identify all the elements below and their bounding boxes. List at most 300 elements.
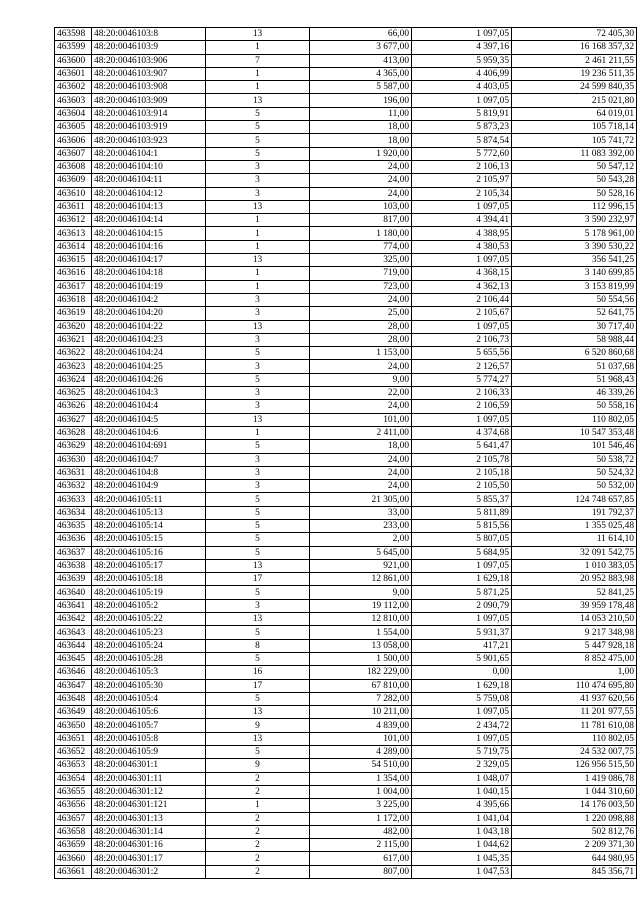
rate-cell: 1 097,05 <box>412 200 512 213</box>
value-cell: 19 236 511,35 <box>512 67 637 80</box>
group-code-cell: 13 <box>206 413 310 426</box>
cadastral-number-cell: 48:20:0046104:7 <box>92 453 206 466</box>
rate-cell: 1 097,05 <box>412 413 512 426</box>
value-cell: 644 980,95 <box>512 852 637 865</box>
table-row <box>55 347 637 360</box>
area-cell: 2 411,00 <box>310 426 412 439</box>
table-row <box>55 267 637 280</box>
value-cell: 2 461 211,55 <box>512 54 637 67</box>
value-cell: 3 153 819,99 <box>512 280 637 293</box>
row-id-cell: 463609 <box>55 174 92 187</box>
area-cell: 24,00 <box>310 187 412 200</box>
rate-cell: 2 105,50 <box>412 480 512 493</box>
group-code-cell: 5 <box>206 586 310 599</box>
group-code-cell: 2 <box>206 852 310 865</box>
value-cell: 1 220 098,88 <box>512 812 637 825</box>
cadastral-number-cell: 48:20:0046301:2 <box>92 865 206 878</box>
group-code-cell: 2 <box>206 825 310 838</box>
value-cell: 9 217 348,98 <box>512 626 637 639</box>
value-cell: 50 547,12 <box>512 160 637 173</box>
row-id-cell: 463635 <box>55 519 92 532</box>
area-cell: 11,00 <box>310 107 412 120</box>
group-code-cell: 8 <box>206 639 310 652</box>
value-cell: 6 520 860,68 <box>512 347 637 360</box>
area-cell: 4 365,00 <box>310 67 412 80</box>
cadastral-number-cell: 48:20:0046103:919 <box>92 121 206 134</box>
row-id-cell: 463627 <box>55 413 92 426</box>
area-cell: 24,00 <box>310 293 412 306</box>
table-row <box>55 94 637 107</box>
cadastral-number-cell: 48:20:0046105:19 <box>92 586 206 599</box>
area-cell: 1 172,00 <box>310 812 412 825</box>
area-cell: 28,00 <box>310 320 412 333</box>
area-cell: 3 225,00 <box>310 799 412 812</box>
rate-cell: 1 097,05 <box>412 732 512 745</box>
rate-cell: 2 106,73 <box>412 333 512 346</box>
group-code-cell: 3 <box>206 453 310 466</box>
area-cell: 10 211,00 <box>310 706 412 719</box>
area-cell: 5 587,00 <box>310 81 412 94</box>
table-row <box>55 480 637 493</box>
table-row <box>55 174 637 187</box>
table-row <box>55 41 637 54</box>
value-cell: 14 053 210,50 <box>512 613 637 626</box>
table-row <box>55 28 637 41</box>
value-cell: 101 546,46 <box>512 440 637 453</box>
row-id-cell: 463630 <box>55 453 92 466</box>
rate-cell: 5 772,60 <box>412 147 512 160</box>
table-row <box>55 493 637 506</box>
rate-cell: 4 374,68 <box>412 426 512 439</box>
row-id-cell: 463658 <box>55 825 92 838</box>
cadastral-number-cell: 48:20:0046104:16 <box>92 240 206 253</box>
cadastral-number-cell: 48:20:0046104:17 <box>92 254 206 267</box>
table-row <box>55 360 637 373</box>
group-code-cell: 3 <box>206 293 310 306</box>
cadastral-number-cell: 48:20:0046105:2 <box>92 599 206 612</box>
rate-cell: 4 368,15 <box>412 267 512 280</box>
area-cell: 103,00 <box>310 200 412 213</box>
row-id-cell: 463660 <box>55 852 92 865</box>
value-cell: 50 543,28 <box>512 174 637 187</box>
area-cell: 9,00 <box>310 586 412 599</box>
row-id-cell: 463649 <box>55 706 92 719</box>
table-row <box>55 519 637 532</box>
table-row <box>55 573 637 586</box>
cadastral-number-cell: 48:20:0046103:9 <box>92 41 206 54</box>
row-id-cell: 463616 <box>55 267 92 280</box>
group-code-cell: 17 <box>206 679 310 692</box>
group-code-cell: 9 <box>206 719 310 732</box>
rate-cell: 0,00 <box>412 666 512 679</box>
value-cell: 58 988,44 <box>512 333 637 346</box>
table-row <box>55 746 637 759</box>
table-row <box>55 147 637 160</box>
row-id-cell: 463634 <box>55 506 92 519</box>
group-code-cell: 3 <box>206 174 310 187</box>
group-code-cell: 3 <box>206 187 310 200</box>
group-code-cell: 1 <box>206 41 310 54</box>
cadastral-number-cell: 48:20:0046104:3 <box>92 387 206 400</box>
group-code-cell: 13 <box>206 200 310 213</box>
area-cell: 719,00 <box>310 267 412 280</box>
cadastral-number-cell: 48:20:0046105:15 <box>92 533 206 546</box>
group-code-cell: 5 <box>206 652 310 665</box>
area-cell: 18,00 <box>310 134 412 147</box>
row-id-cell: 463633 <box>55 493 92 506</box>
row-id-cell: 463611 <box>55 200 92 213</box>
table-row <box>55 679 637 692</box>
group-code-cell: 9 <box>206 759 310 772</box>
cadastral-number-cell: 48:20:0046105:30 <box>92 679 206 692</box>
cadastral-number-cell: 48:20:0046104:23 <box>92 333 206 346</box>
rate-cell: 1 041,04 <box>412 812 512 825</box>
rate-cell: 5 719,75 <box>412 746 512 759</box>
row-id-cell: 463659 <box>55 839 92 852</box>
group-code-cell: 5 <box>206 373 310 386</box>
rate-cell: 5 873,23 <box>412 121 512 134</box>
cadastral-number-cell: 48:20:0046105:18 <box>92 573 206 586</box>
area-cell: 196,00 <box>310 94 412 107</box>
group-code-cell: 5 <box>206 134 310 147</box>
table-row <box>55 413 637 426</box>
table-row <box>55 852 637 865</box>
value-cell: 124 748 657,85 <box>512 493 637 506</box>
table-row <box>55 652 637 665</box>
value-cell: 51 037,68 <box>512 360 637 373</box>
cadastral-number-cell: 48:20:0046104:12 <box>92 187 206 200</box>
value-cell: 10 547 353,48 <box>512 426 637 439</box>
table-row <box>55 214 637 227</box>
row-id-cell: 463650 <box>55 719 92 732</box>
row-id-cell: 463637 <box>55 546 92 559</box>
rate-cell: 4 362,13 <box>412 280 512 293</box>
group-code-cell: 5 <box>206 506 310 519</box>
row-id-cell: 463642 <box>55 613 92 626</box>
area-cell: 18,00 <box>310 121 412 134</box>
row-id-cell: 463643 <box>55 626 92 639</box>
area-cell: 67 810,00 <box>310 679 412 692</box>
value-cell: 215 021,80 <box>512 94 637 107</box>
table-row <box>55 785 637 798</box>
value-cell: 50 532,00 <box>512 480 637 493</box>
value-cell: 112 996,15 <box>512 200 637 213</box>
value-cell: 3 390 530,22 <box>512 240 637 253</box>
table-row <box>55 559 637 572</box>
row-id-cell: 463607 <box>55 147 92 160</box>
table-row <box>55 732 637 745</box>
row-id-cell: 463600 <box>55 54 92 67</box>
rate-cell: 4 406,99 <box>412 67 512 80</box>
rate-cell: 5 931,37 <box>412 626 512 639</box>
area-cell: 817,00 <box>310 214 412 227</box>
area-cell: 723,00 <box>310 280 412 293</box>
rate-cell: 2 105,67 <box>412 307 512 320</box>
value-cell: 11 781 610,08 <box>512 719 637 732</box>
row-id-cell: 463636 <box>55 533 92 546</box>
value-cell: 11 201 977,55 <box>512 706 637 719</box>
row-id-cell: 463613 <box>55 227 92 240</box>
rate-cell: 2 105,34 <box>412 187 512 200</box>
area-cell: 9,00 <box>310 373 412 386</box>
value-cell: 5 447 928,18 <box>512 639 637 652</box>
row-id-cell: 463601 <box>55 67 92 80</box>
cadastral-number-cell: 48:20:0046104:5 <box>92 413 206 426</box>
group-code-cell: 13 <box>206 320 310 333</box>
table-row <box>55 506 637 519</box>
row-id-cell: 463620 <box>55 320 92 333</box>
rate-cell: 5 874,54 <box>412 134 512 147</box>
value-cell: 126 956 515,50 <box>512 759 637 772</box>
area-cell: 24,00 <box>310 174 412 187</box>
area-cell: 807,00 <box>310 865 412 878</box>
group-code-cell: 5 <box>206 107 310 120</box>
area-cell: 25,00 <box>310 307 412 320</box>
table-row <box>55 825 637 838</box>
row-id-cell: 463626 <box>55 400 92 413</box>
cadastral-number-cell: 48:20:0046104:26 <box>92 373 206 386</box>
cadastral-number-cell: 48:20:0046103:923 <box>92 134 206 147</box>
cadastral-number-cell: 48:20:0046104:9 <box>92 480 206 493</box>
group-code-cell: 7 <box>206 54 310 67</box>
rate-cell: 5 641,47 <box>412 440 512 453</box>
table-row <box>55 533 637 546</box>
cadastral-number-cell: 48:20:0046104:15 <box>92 227 206 240</box>
row-id-cell: 463632 <box>55 480 92 493</box>
table-row <box>55 107 637 120</box>
area-cell: 33,00 <box>310 506 412 519</box>
value-cell: 51 968,43 <box>512 373 637 386</box>
rate-cell: 1 040,15 <box>412 785 512 798</box>
cadastral-number-cell: 48:20:0046103:908 <box>92 81 206 94</box>
value-cell: 1 355 025,48 <box>512 519 637 532</box>
group-code-cell: 1 <box>206 240 310 253</box>
area-cell: 66,00 <box>310 28 412 41</box>
rate-cell: 1 097,05 <box>412 94 512 107</box>
row-id-cell: 463610 <box>55 187 92 200</box>
cadastral-number-cell: 48:20:0046103:8 <box>92 28 206 41</box>
row-id-cell: 463625 <box>55 387 92 400</box>
area-cell: 24,00 <box>310 453 412 466</box>
group-code-cell: 13 <box>206 254 310 267</box>
value-cell: 11 614,10 <box>512 533 637 546</box>
cadastral-number-cell: 48:20:0046104:8 <box>92 466 206 479</box>
table-row <box>55 626 637 639</box>
value-cell: 72 405,30 <box>512 28 637 41</box>
area-cell: 24,00 <box>310 360 412 373</box>
area-cell: 24,00 <box>310 466 412 479</box>
cadastral-number-cell: 48:20:0046105:13 <box>92 506 206 519</box>
value-cell: 39 959 178,48 <box>512 599 637 612</box>
table-row <box>55 426 637 439</box>
area-cell: 18,00 <box>310 440 412 453</box>
value-cell: 50 538,72 <box>512 453 637 466</box>
cadastral-number-cell: 48:20:0046104:2 <box>92 293 206 306</box>
cadastral-number-cell: 48:20:0046103:907 <box>92 67 206 80</box>
cadastral-number-cell: 48:20:0046104:24 <box>92 347 206 360</box>
cadastral-number-cell: 48:20:0046301:16 <box>92 839 206 852</box>
cadastral-number-cell: 48:20:0046301:11 <box>92 772 206 785</box>
table-row <box>55 333 637 346</box>
table-row <box>55 546 637 559</box>
rate-cell: 2 106,33 <box>412 387 512 400</box>
rate-cell: 1 629,18 <box>412 679 512 692</box>
rate-cell: 1 048,07 <box>412 772 512 785</box>
value-cell: 1 419 086,78 <box>512 772 637 785</box>
rate-cell: 2 105,97 <box>412 174 512 187</box>
table-row <box>55 692 637 705</box>
cadastral-number-cell: 48:20:0046104:691 <box>92 440 206 453</box>
value-cell: 50 554,56 <box>512 293 637 306</box>
cadastral-number-cell: 48:20:0046301:13 <box>92 812 206 825</box>
table-row <box>55 121 637 134</box>
table-row <box>55 373 637 386</box>
rate-cell: 2 126,57 <box>412 360 512 373</box>
area-cell: 3 677,00 <box>310 41 412 54</box>
group-code-cell: 5 <box>206 347 310 360</box>
cadastral-number-cell: 48:20:0046105:28 <box>92 652 206 665</box>
rate-cell: 5 819,91 <box>412 107 512 120</box>
rate-cell: 5 959,35 <box>412 54 512 67</box>
area-cell: 1 180,00 <box>310 227 412 240</box>
cadastral-number-cell: 48:20:0046104:14 <box>92 214 206 227</box>
cadastral-number-cell: 48:20:0046105:14 <box>92 519 206 532</box>
group-code-cell: 13 <box>206 732 310 745</box>
group-code-cell: 1 <box>206 81 310 94</box>
group-code-cell: 5 <box>206 121 310 134</box>
rate-cell: 1 097,05 <box>412 613 512 626</box>
group-code-cell: 13 <box>206 706 310 719</box>
group-code-cell: 2 <box>206 785 310 798</box>
table-row <box>55 67 637 80</box>
cadastral-number-cell: 48:20:0046103:914 <box>92 107 206 120</box>
area-cell: 12 810,00 <box>310 613 412 626</box>
row-id-cell: 463651 <box>55 732 92 745</box>
cadastral-number-cell: 48:20:0046104:10 <box>92 160 206 173</box>
row-id-cell: 463599 <box>55 41 92 54</box>
group-code-cell: 5 <box>206 746 310 759</box>
row-id-cell: 463661 <box>55 865 92 878</box>
rate-cell: 1 097,05 <box>412 559 512 572</box>
table-row <box>55 599 637 612</box>
row-id-cell: 463614 <box>55 240 92 253</box>
row-id-cell: 463621 <box>55 333 92 346</box>
area-cell: 2,00 <box>310 533 412 546</box>
group-code-cell: 13 <box>206 559 310 572</box>
table-row <box>55 639 637 652</box>
value-cell: 52 841,25 <box>512 586 637 599</box>
value-cell: 50 558,16 <box>512 400 637 413</box>
group-code-cell: 3 <box>206 480 310 493</box>
rate-cell: 1 043,18 <box>412 825 512 838</box>
row-id-cell: 463648 <box>55 692 92 705</box>
value-cell: 110 802,05 <box>512 732 637 745</box>
value-cell: 11 083 392,00 <box>512 147 637 160</box>
group-code-cell: 5 <box>206 147 310 160</box>
group-code-cell: 3 <box>206 333 310 346</box>
group-code-cell: 1 <box>206 426 310 439</box>
cadastral-number-cell: 48:20:0046104:11 <box>92 174 206 187</box>
cadastral-number-cell: 48:20:0046104:4 <box>92 400 206 413</box>
area-cell: 5 645,00 <box>310 546 412 559</box>
area-cell: 1 354,00 <box>310 772 412 785</box>
value-cell: 41 937 620,56 <box>512 692 637 705</box>
group-code-cell: 5 <box>206 692 310 705</box>
rate-cell: 5 811,89 <box>412 506 512 519</box>
value-cell: 105 741,72 <box>512 134 637 147</box>
value-cell: 5 178 961,00 <box>512 227 637 240</box>
area-cell: 774,00 <box>310 240 412 253</box>
area-cell: 22,00 <box>310 387 412 400</box>
cadastral-number-cell: 48:20:0046105:7 <box>92 719 206 732</box>
value-cell: 46 339,26 <box>512 387 637 400</box>
area-cell: 24,00 <box>310 160 412 173</box>
group-code-cell: 3 <box>206 466 310 479</box>
row-id-cell: 463623 <box>55 360 92 373</box>
rate-cell: 2 106,13 <box>412 160 512 173</box>
value-cell: 50 528,16 <box>512 187 637 200</box>
area-cell: 12 861,00 <box>310 573 412 586</box>
group-code-cell: 2 <box>206 865 310 878</box>
rate-cell: 5 774,27 <box>412 373 512 386</box>
value-cell: 356 541,25 <box>512 254 637 267</box>
area-cell: 1 153,00 <box>310 347 412 360</box>
row-id-cell: 463618 <box>55 293 92 306</box>
table-row <box>55 200 637 213</box>
value-cell: 1,00 <box>512 666 637 679</box>
row-id-cell: 463608 <box>55 160 92 173</box>
rate-cell: 2 105,78 <box>412 453 512 466</box>
cadastral-number-cell: 48:20:0046103:909 <box>92 94 206 107</box>
value-cell: 1 010 383,05 <box>512 559 637 572</box>
row-id-cell: 463624 <box>55 373 92 386</box>
table-body <box>55 28 637 879</box>
row-id-cell: 463617 <box>55 280 92 293</box>
group-code-cell: 5 <box>206 546 310 559</box>
area-cell: 2 115,00 <box>310 839 412 852</box>
row-id-cell: 463603 <box>55 94 92 107</box>
table-row <box>55 666 637 679</box>
table-row <box>55 387 637 400</box>
row-id-cell: 463646 <box>55 666 92 679</box>
row-id-cell: 463629 <box>55 440 92 453</box>
table-row <box>55 160 637 173</box>
row-id-cell: 463628 <box>55 426 92 439</box>
data-table <box>54 27 637 879</box>
cadastral-number-cell: 48:20:0046104:18 <box>92 267 206 280</box>
cadastral-number-cell: 48:20:0046104:13 <box>92 200 206 213</box>
row-id-cell: 463606 <box>55 134 92 147</box>
value-cell: 845 356,71 <box>512 865 637 878</box>
rate-cell: 4 403,05 <box>412 81 512 94</box>
group-code-cell: 16 <box>206 666 310 679</box>
cadastral-number-cell: 48:20:0046103:906 <box>92 54 206 67</box>
value-cell: 52 641,75 <box>512 307 637 320</box>
table-row <box>55 307 637 320</box>
value-cell: 2 209 371,30 <box>512 839 637 852</box>
area-cell: 13 058,00 <box>310 639 412 652</box>
cadastral-number-cell: 48:20:0046301:12 <box>92 785 206 798</box>
cadastral-number-cell: 48:20:0046301:14 <box>92 825 206 838</box>
table-row <box>55 466 637 479</box>
value-cell: 8 852 475,00 <box>512 652 637 665</box>
rate-cell: 5 855,37 <box>412 493 512 506</box>
row-id-cell: 463622 <box>55 347 92 360</box>
area-cell: 101,00 <box>310 413 412 426</box>
rate-cell: 4 397,16 <box>412 41 512 54</box>
cadastral-number-cell: 48:20:0046104:1 <box>92 147 206 160</box>
rate-cell: 5 655,56 <box>412 347 512 360</box>
